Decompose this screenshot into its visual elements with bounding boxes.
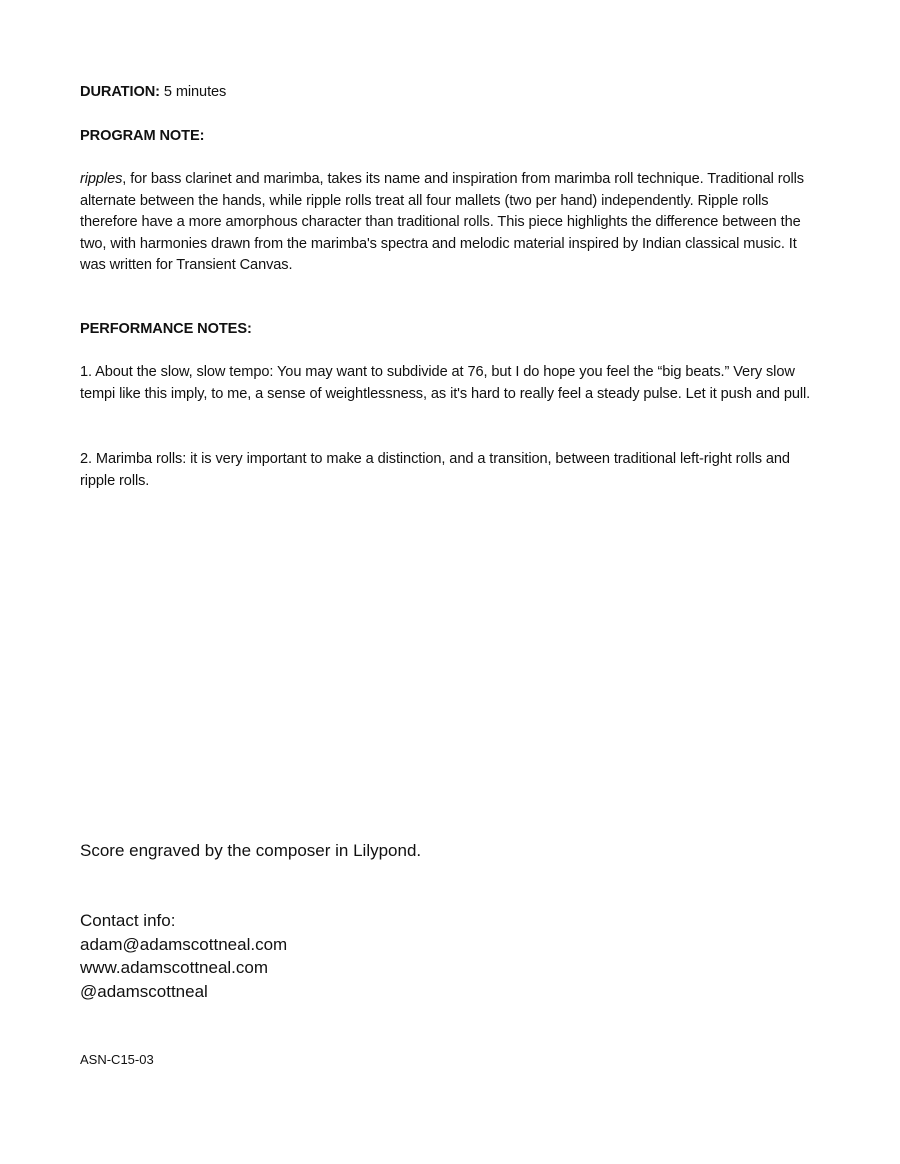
contact-email: adam@adamscottneal.com xyxy=(80,934,288,954)
duration-label: DURATION: xyxy=(80,84,160,100)
program-note-body: , for bass clarinet and marimba, takes its name and inspiration from marimba roll technique. Traditional rolls alternate between the hands, while ripple rolls treat all four mallets (two per hand) independently. Ripple rolls therefore have a more amorphous character than traditional rolls. This piece highlights the difference between the two, with harmonies drawn from the marimba's spectra and melodic material inspired by Indian classical music. It was written for Transient Canvas. xyxy=(80,171,804,273)
program-note-heading: PROGRAM NOTE: xyxy=(80,128,205,144)
performance-notes-heading: PERFORMANCE NOTES: xyxy=(80,321,252,337)
duration-line xyxy=(80,82,820,104)
performance-note-2: 2. Marimba rolls: it is very important to make a distinction, and a transition, between traditional left-right rolls and ripple rolls. xyxy=(80,451,790,489)
contact-handle: @adamscottneal xyxy=(80,982,208,1002)
piece-title: ripples xyxy=(80,171,123,187)
program-note-text xyxy=(80,169,820,277)
duration-value: 5 minutes xyxy=(163,84,227,100)
contact-website: www.adamscottneal.com xyxy=(80,958,269,978)
contact-info xyxy=(80,909,680,1004)
catalog-number: ASN-C15-03 xyxy=(80,1052,154,1067)
engraving-credit: Score engraved by the composer in Lilypond. xyxy=(80,841,422,860)
performance-note-1: 1. About the slow, slow tempo: You may want to subdivide at 76, but I do hope you feel the “big beats.” Very slow tempi like this imply, to me, a sense of weightlessness, as it's hard to really feel a steady pulse. Let it push and pull. xyxy=(80,364,811,402)
contact-label: Contact info: xyxy=(80,911,176,930)
